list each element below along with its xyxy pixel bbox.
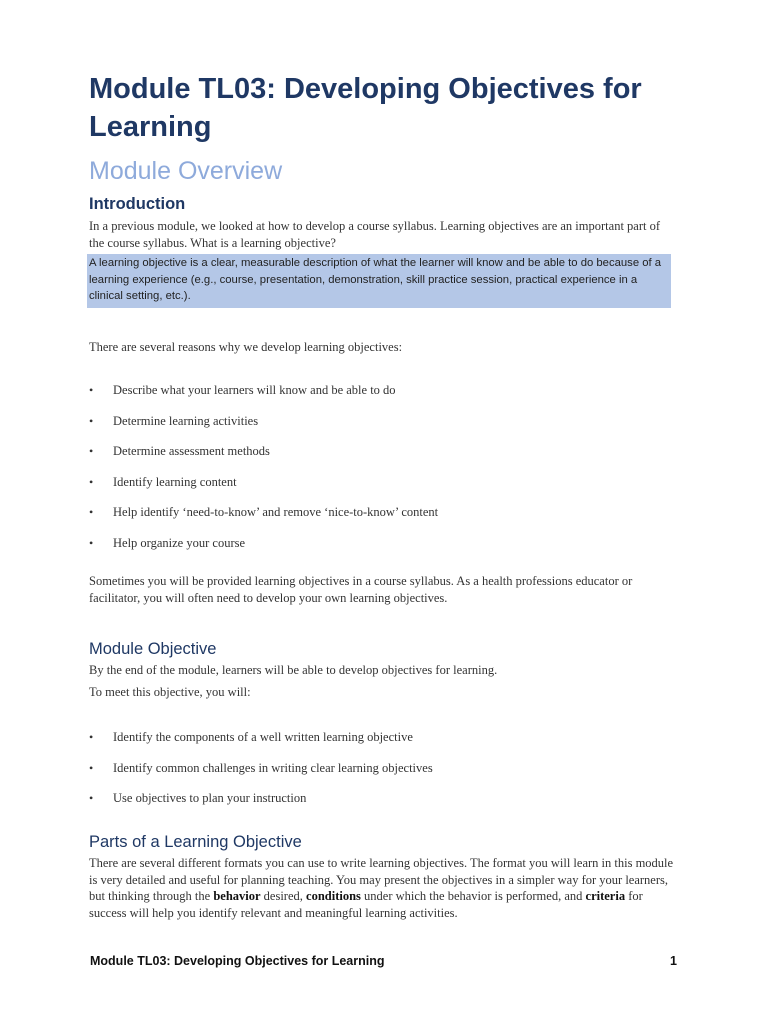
- module-objective-lead: To meet this objective, you will:: [89, 685, 251, 699]
- introduction-heading: Introduction: [89, 195, 186, 213]
- footer-title: Module TL03: Developing Objectives for Learning: [90, 954, 385, 968]
- page-number: 1: [670, 954, 677, 968]
- objective-tasks-list: [89, 729, 669, 821]
- list-item: • Help identify ‘need-to-know’ and remove ‘nice-to-know’ content: [89, 505, 439, 519]
- list-item: • Use objectives to plan your instruction: [89, 791, 307, 805]
- bullet-icon: •: [89, 791, 94, 805]
- reasons-list: [89, 382, 669, 565]
- bullet-icon: •: [89, 760, 94, 775]
- bullet-icon: •: [89, 444, 94, 458]
- document-title: Module TL03: Developing Objectives for Learning: [89, 73, 642, 143]
- criteria-term: criteria: [585, 889, 626, 903]
- list-item: • Determine assessment methods: [89, 444, 270, 458]
- list-item: • Identify common challenges in writing clear learning objectives: [89, 760, 433, 775]
- module-overview-heading: Module Overview: [89, 157, 283, 185]
- list-item: • Identify the components of a well written learning objective: [89, 730, 413, 744]
- list-item: • Describe what your learners will know and be able to do: [89, 383, 396, 397]
- bullet-icon: •: [89, 730, 94, 744]
- provided-objectives-paragraph: Sometimes you will be provided learning objectives in a course syllabus. As a health professions educator or facilitator, you will often need to develop your own learning objectives.: [89, 574, 633, 605]
- list-item: • Identify learning content: [89, 474, 237, 489]
- list-item: • Help organize your course: [89, 535, 246, 550]
- list-item: • Determine learning activities: [89, 413, 259, 428]
- bullet-icon: •: [89, 383, 94, 397]
- bullet-icon: •: [89, 474, 94, 489]
- definition-highlight: A learning objective is a clear, measurable description of what the learner will know and be able to do because of a learning experience (e.g., course, presentation, demonstration, skill practice session, practical experience in a clinical setting, etc.).: [87, 254, 671, 308]
- bullet-icon: •: [89, 413, 94, 428]
- module-objective-heading: Module Objective: [89, 640, 217, 658]
- parts-heading: Parts of a Learning Objective: [89, 833, 302, 851]
- reasons-intro: There are several reasons why we develop learning objectives:: [89, 340, 403, 354]
- module-objective-line: By the end of the module, learners will be able to develop objectives for learning.: [89, 663, 498, 677]
- bullet-icon: •: [89, 535, 94, 550]
- conditions-term: conditions: [306, 889, 361, 903]
- behavior-term: behavior: [213, 889, 261, 903]
- parts-paragraph: There are several different formats you can use to write learning objectives. The format you will learn in this module is very detailed and useful for planning teaching. You may present the objectives in a simpler way for your learners, but thinking through the behavior desired, conditions under which the behavior is performed, and criteria for success will help you identify relevant and meaningful learning activities.: [89, 856, 674, 920]
- intro-paragraph: In a previous module, we looked at how to develop a course syllabus. Learning objectives are an important part of the course syllabus. What is a learning objective?: [89, 219, 661, 250]
- bullet-icon: •: [89, 505, 94, 519]
